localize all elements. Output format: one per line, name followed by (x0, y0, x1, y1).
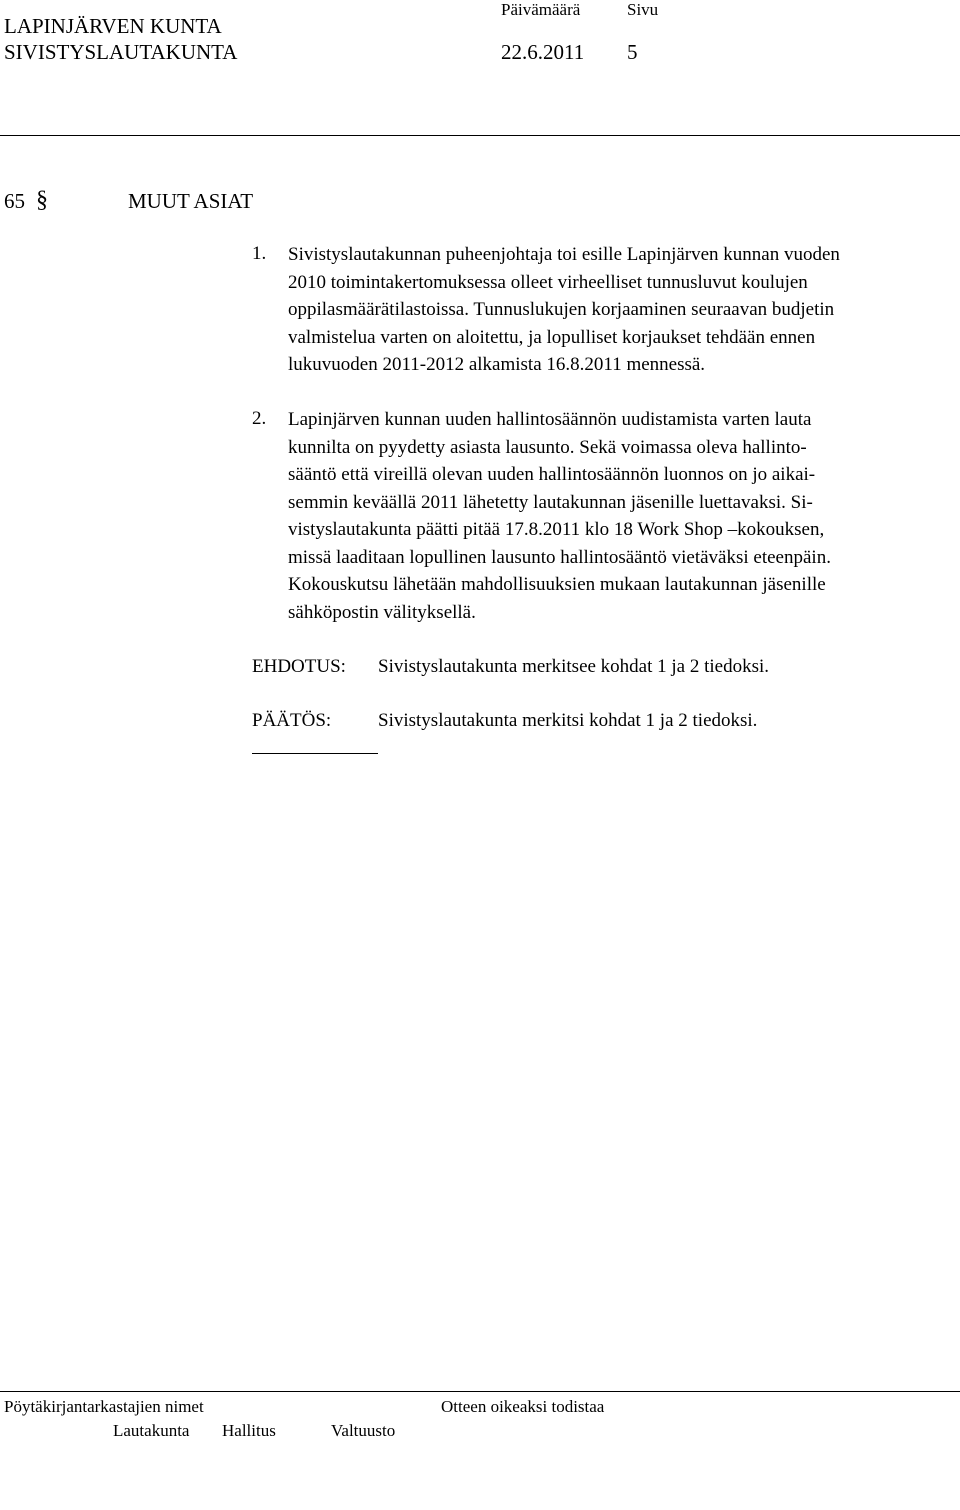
proposal-text: Sivistyslautakunta merkitsee kohdat 1 ja 2 tiedoksi. (378, 656, 770, 677)
item-1-line: valmistelua varten on aloitettu, ja lopulliset korjaukset tehdään ennen (288, 326, 816, 348)
proposal-label: EHDOTUS: (252, 656, 346, 677)
item-2-line: Kokouskutsu lähetään mahdollisuuksien mukaan lautakunnan jäsenille (288, 574, 826, 595)
organization-name: LAPINJÄRVEN KUNTA (4, 14, 222, 38)
item-2-line: semmin keväällä 2011 lähetetty lautakunnan jäsenille luettavaksi. Si- (288, 491, 813, 513)
item-2-line: missä laaditaan lopullinen lausunto hallintosääntö vietäväksi eteenpäin. (288, 546, 831, 568)
section-title: MUUT ASIAT (128, 189, 254, 213)
checkers-label: Pöytäkirjantarkastajien nimet (4, 1397, 204, 1416)
footer-rule (0, 1391, 960, 1392)
certified-label: Otteen oikeaksi todistaa (441, 1397, 605, 1416)
item-1-line: 2010 toimintakertomuksessa olleet virheelliset tunnusluvut koulujen (288, 271, 808, 293)
page-number: 5 (627, 40, 638, 64)
item-1-number: 1. (252, 243, 267, 264)
footer-body-lautakunta: Lautakunta (113, 1421, 190, 1440)
decision-text: Sivistyslautakunta merkitsi kohdat 1 ja 2 tiedoksi. (378, 710, 758, 731)
item-1-line: oppilasmäärätilastoissa. Tunnuslukujen korjaaminen seuraavan budjetin (288, 299, 835, 320)
item-2-line: sähköpostin välityksellä. (288, 601, 476, 623)
section-symbol: § (36, 187, 48, 213)
item-2-line: vistyslautakunta päätti pitää 17.8.2011 klo 18 Work Shop –kokouksen, (288, 519, 825, 540)
page-label: Sivu (627, 0, 659, 19)
document-date: 22.6.2011 (501, 40, 585, 64)
item-2-line: Lapinjärven kunnan uuden hallintosäännön uudistamista varten lauta (288, 409, 812, 430)
date-label: Päivämäärä (501, 0, 581, 19)
item-1-text (288, 241, 958, 379)
item-1-line: Sivistyslautakunnan puheenjohtaja toi esille Lapinjärven kunnan vuoden (288, 244, 840, 265)
item-2-line: sääntö että vireillä olevan uuden hallintosäännön luonnos on jo aikai- (288, 464, 816, 485)
item-2-line: kunnilta on pyydetty asiasta lausunto. Sekä voimassa oleva hallinto- (288, 436, 807, 458)
header-rule (0, 135, 960, 136)
board-name: SIVISTYSLAUTAKUNTA (4, 40, 238, 64)
end-of-section-line (252, 753, 378, 754)
footer-body-valtuusto: Valtuusto (331, 1421, 396, 1440)
item-1-line: lukuvuoden 2011-2012 alkamista 16.8.2011 mennessä. (288, 354, 706, 375)
item-2-number: 2. (252, 408, 267, 429)
footer-body-hallitus: Hallitus (222, 1421, 276, 1440)
item-2-text (288, 406, 958, 626)
section-number: 65 (4, 189, 25, 213)
decision-label: PÄÄTÖS: (252, 710, 332, 731)
